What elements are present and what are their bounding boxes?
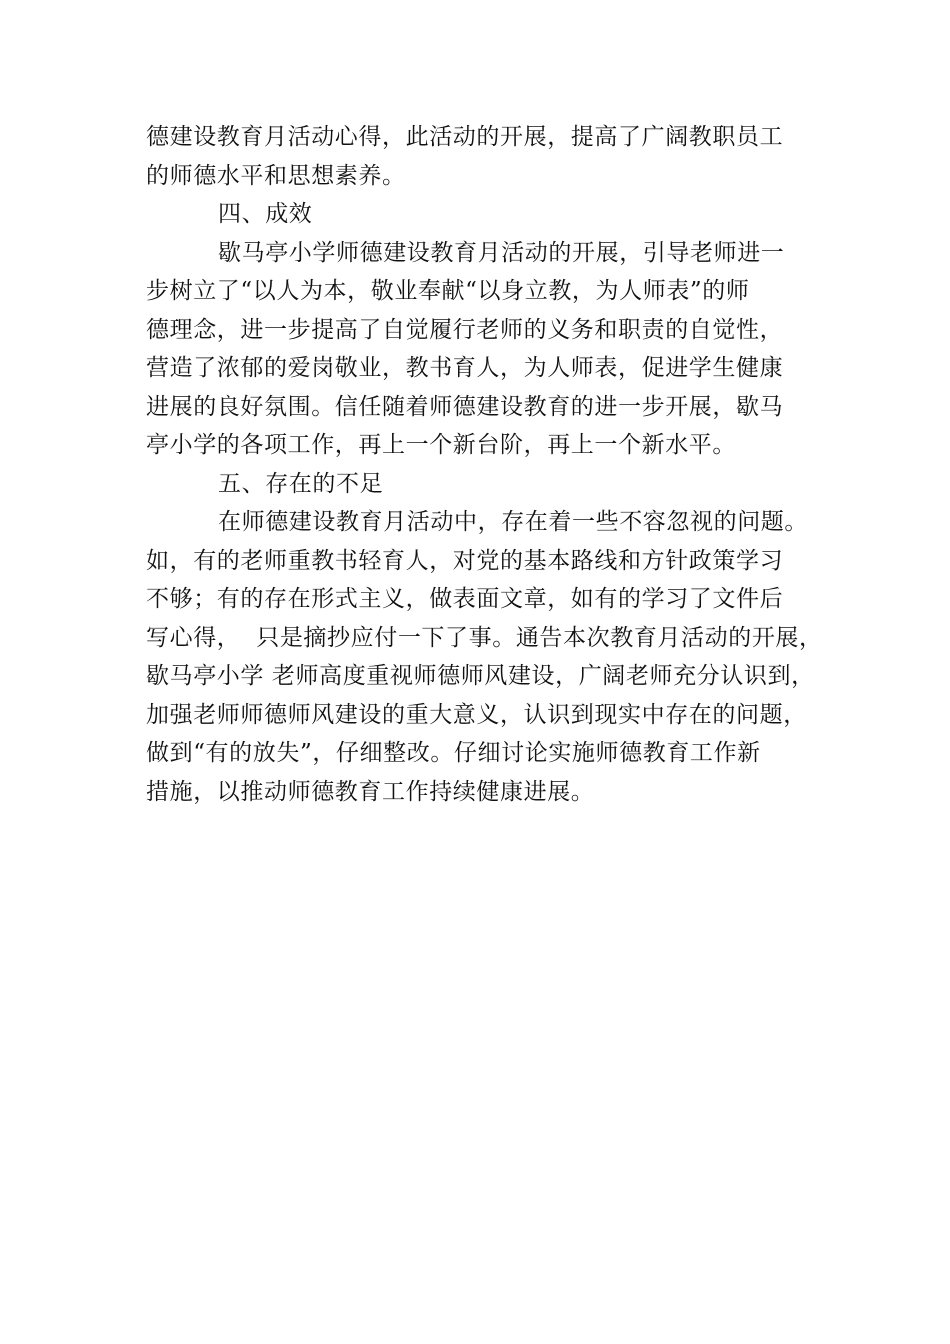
paragraph-line: 歇马亭小学 老师高度重视师德师风建设，广阔老师充分认识到，: [146, 663, 815, 689]
section-heading-shortcomings: 五、存在的不足: [218, 470, 384, 497]
paragraph-line: 做到“有的放失”，仔细整改。仔细讨论实施师德教育工作新: [146, 740, 761, 766]
paragraph-line: 加强老师师德师风建设的重大意义，认识到现实中存在的问题，: [146, 701, 807, 728]
paragraph-line: 歇马亭小学师德建设教育月活动的开展，引导老师进一: [218, 239, 785, 266]
paragraph-line: 如，有的老师重教书轻育人，对党的基本路线和方针政策学习: [146, 547, 784, 574]
paragraph-line: 德建设教育月活动心得，此活动的开展，提高了广阔教职员工: [146, 124, 784, 150]
paragraph-line: 步树立了“以人为本，敬业奉献“以身立教，为人师表”的师: [146, 278, 750, 304]
paragraph-line: 在师德建设教育月活动中，存在着一些不容忽视的问题。: [218, 509, 808, 535]
paragraph-line: 不够；有的存在形式主义，做表面文章，如有的学习了文件后: [146, 586, 784, 612]
paragraph-line: 亭小学的各项工作，再上一个新台阶，再上一个新水平。: [146, 432, 736, 458]
paragraph-line: 措施，以推动师德教育工作持续健康进展。: [146, 778, 595, 805]
paragraph-line: 进展的良好氛围。信任随着师德建设教育的进一步开展，歇马: [146, 393, 784, 420]
paragraph-line: 写心得， 只是摘抄应付一下了事。通告本次教育月活动的开展，: [146, 624, 823, 651]
paragraph-line: 的师德水平和思想素养。: [146, 162, 406, 189]
section-heading-results: 四、成效: [218, 201, 313, 227]
paragraph-line: 德理念，进一步提高了自觉履行老师的义务和职责的自觉性，: [146, 316, 784, 343]
paragraph-line: 营造了浓郁的爱岗敬业，教书育人，为人师表，促进学生健康: [146, 355, 784, 381]
document-body: [146, 118, 826, 811]
